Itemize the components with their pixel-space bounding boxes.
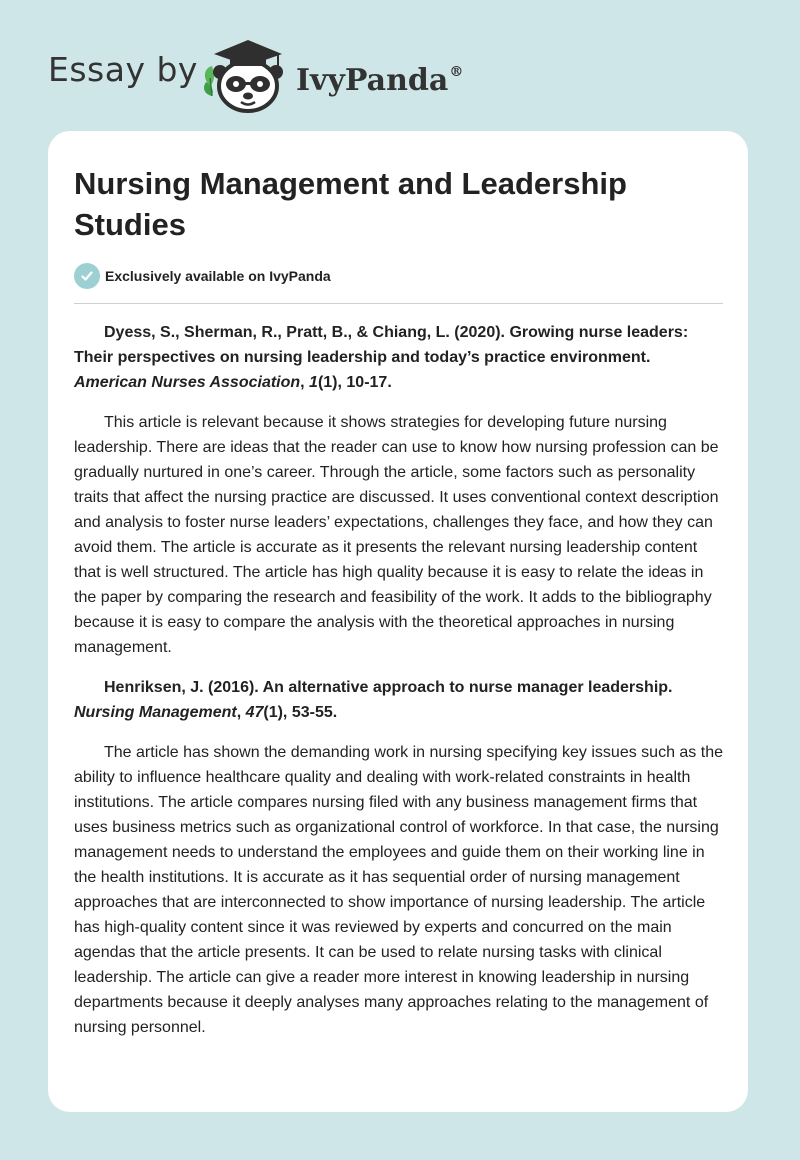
journal-title: Nursing Management bbox=[74, 704, 237, 721]
annotation-paragraph: The article has shown the demanding work in nursing specifying key issues such as the ability to influence healthcare quality and dealing with work-related constraints in health institutions. The article compares nursing filed with any business management firms that uses business metrics such as organizational control of workforce. In that case, the nursing management needs to understand the employees and guide them on their working line in the health institutions. It is accurate as it has sequential order of nursing management approaches that are interconnected to show importance of nursing leadership. The article has high-quality content since it was reviewed by experts and concurred on the main agendas that the article presents. It can be used to relate nursing tasks with clinical leadership. The article can give a reader more interest in knowing leadership in nursing departments because it deeply analyses many approaches relating to the management of nursing personnel. bbox=[74, 744, 723, 1036]
check-icon bbox=[74, 263, 100, 289]
site-header bbox=[0, 0, 800, 130]
citation-text: Dyess, S., Sherman, R., Pratt, B., & Chiang, L. (2020). Growing nurse leaders: Their perspectives on nursing leadership and today’s practice environment. bbox=[74, 324, 689, 366]
citation-text: Henriksen, J. (2016). An alternative approach to nurse manager leadership. bbox=[104, 679, 673, 696]
essay-by-label: Essay by bbox=[48, 50, 198, 89]
badge-text: Exclusively available on IvyPanda bbox=[105, 268, 331, 284]
reference-citation bbox=[74, 320, 724, 395]
brand-text: IvyPanda bbox=[296, 63, 449, 98]
journal-volume: 47 bbox=[245, 704, 264, 721]
page-title: Nursing Management and Leadership Studies bbox=[74, 166, 627, 242]
journal-title: American Nurses Association bbox=[74, 374, 301, 391]
annotation-paragraph: This article is relevant because it shows strategies for developing future nursing leadership. There are ideas that the reader can use to know how nursing profession can be gradually nurtured in one’s career. Through the article, some factors such as personality traits that affect the nursing practice are discussed. It uses conventional context description and analysis to foster nurse leaders’ expectations, challenges they face, and how they can avoid them. The article is accurate as it presents the relevant nursing leadership content that is well structured. The article has high quality because it is easy to relate the ideas in the paper by comparing the research and feasibility of the work. It adds to the bibliography because it is easy to compare the analysis with the theoretical approaches in nursing management. bbox=[74, 414, 719, 656]
citation-pages: (1), 10-17. bbox=[317, 374, 392, 391]
citation-separator: , bbox=[300, 374, 310, 391]
journal-volume: 1 bbox=[309, 374, 318, 391]
exclusive-badge bbox=[74, 263, 331, 289]
reference-citation bbox=[74, 675, 724, 725]
citation-pages: (1), 53-55. bbox=[263, 704, 338, 721]
divider bbox=[74, 303, 723, 304]
essay-card bbox=[48, 131, 748, 1112]
registered-mark: ® bbox=[449, 64, 464, 80]
essay-body bbox=[74, 320, 724, 1055]
citation-separator: , bbox=[236, 704, 246, 721]
panda-graduate-icon[interactable] bbox=[198, 34, 298, 114]
brand-name[interactable] bbox=[296, 52, 463, 101]
